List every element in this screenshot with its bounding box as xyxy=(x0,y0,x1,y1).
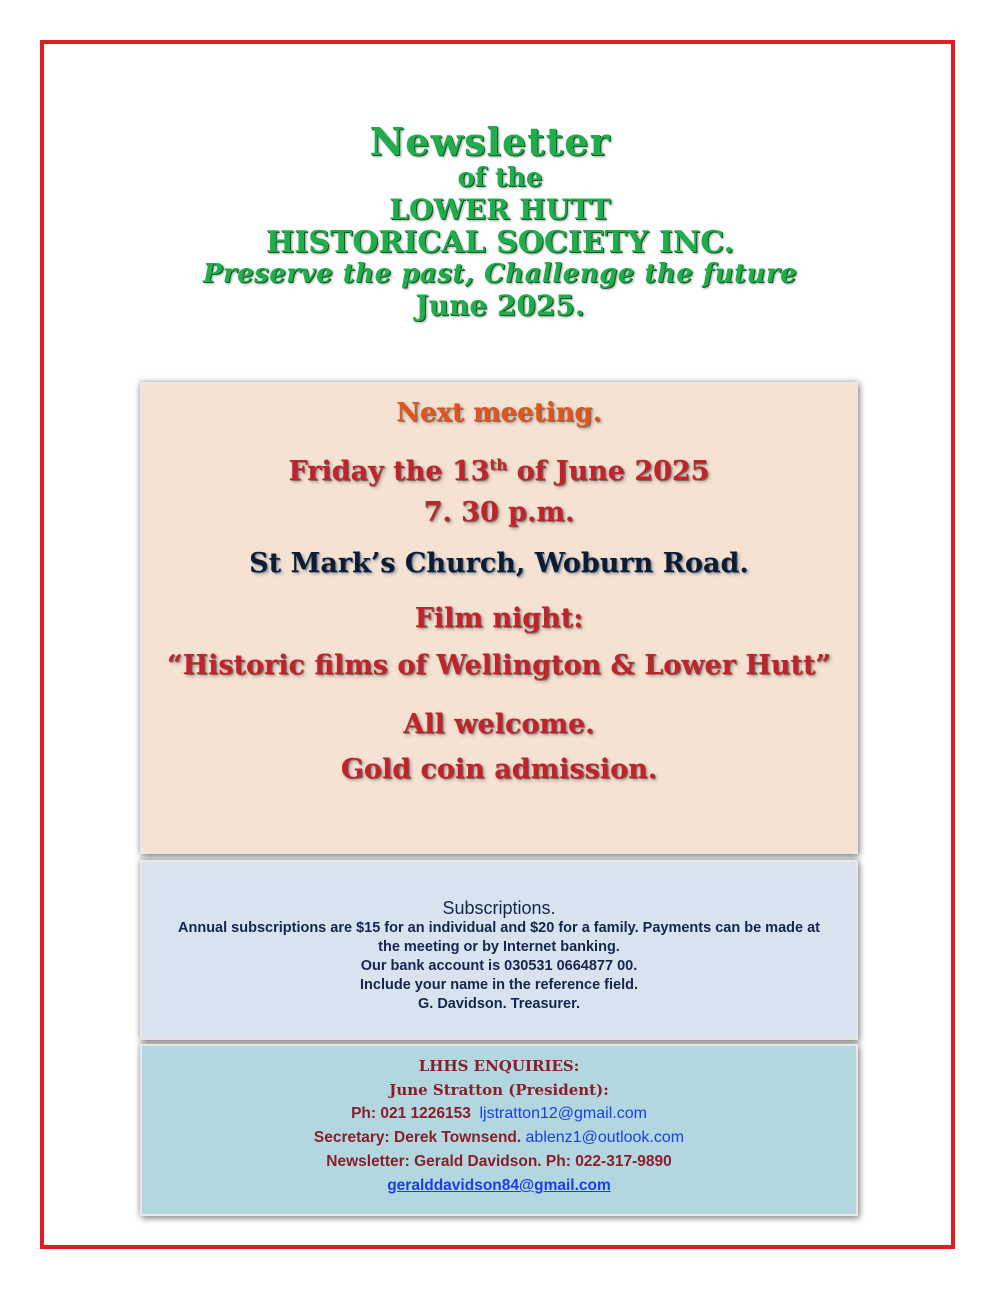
enquiries-secretary xyxy=(142,1126,856,1150)
subscriptions-bank-account: Our bank account is 030531 0664877 00. xyxy=(360,958,638,974)
secretary-name: Secretary: Derek Townsend. xyxy=(313,1129,522,1146)
film-title: “Historic films of Wellington & Lower Hutt” xyxy=(167,650,831,681)
enquiries-president: June Stratton (President): xyxy=(389,1081,609,1099)
secretary-email-link[interactable]: ablenz1@outlook.com xyxy=(525,1129,685,1146)
meeting-welcome: All welcome. xyxy=(403,709,595,740)
subscriptions-title-dot: . xyxy=(550,898,556,918)
subscriptions-title xyxy=(142,898,856,919)
meeting-venue: St Mark’s Church, Woburn Road. xyxy=(249,548,749,579)
president-email-link[interactable]: ljstratton12@gmail.com xyxy=(479,1105,647,1122)
president-phone: Ph: 021 1226153 xyxy=(351,1105,471,1122)
subscriptions-title-text: Subscriptions xyxy=(442,898,551,918)
enquiries-box xyxy=(140,1044,858,1216)
enquiries-newsletter: Newsletter: Gerald Davidson. Ph: 022-317-9890 xyxy=(326,1153,672,1170)
header-of-the: of the xyxy=(457,162,543,193)
meeting-heading: Next meeting. xyxy=(396,398,602,428)
newsletter-header xyxy=(40,120,960,322)
meeting-time: 7. 30 p.m. xyxy=(423,497,575,528)
newsletter-email-link[interactable]: geralddavidson84@gmail.com xyxy=(387,1177,611,1194)
next-meeting-box xyxy=(140,382,858,854)
meeting-admission: Gold coin admission. xyxy=(340,754,658,785)
meeting-date-prefix: Friday the 13 xyxy=(288,456,490,487)
subscriptions-reference: Include your name in the reference field. xyxy=(360,977,638,993)
header-society-name-1: LOWER HUTT xyxy=(389,192,611,226)
header-society-name-2: HISTORICAL SOCIETY INC. xyxy=(265,224,735,260)
enquiries-president-contact xyxy=(142,1102,856,1126)
subscriptions-treasurer: G. Davidson. Treasurer. xyxy=(418,996,580,1012)
meeting-date-sup: th xyxy=(489,456,508,474)
enquiries-newsletter-email xyxy=(142,1174,856,1198)
meeting-date-suffix: of June 2025 xyxy=(507,456,710,487)
header-issue-date: June 2025. xyxy=(415,289,585,323)
header-title: Newsletter xyxy=(369,119,611,164)
meeting-date xyxy=(142,456,856,487)
subscriptions-box xyxy=(140,860,858,1040)
film-night-label: Film night: xyxy=(414,603,584,634)
subscriptions-rates: Annual subscriptions are $15 for an individual and $20 for a family. Payments can be made at the meeting or by Internet banking. xyxy=(178,920,820,955)
enquiries-heading: LHHS ENQUIRIES: xyxy=(418,1057,580,1075)
header-tagline: Preserve the past, Challenge the future xyxy=(202,259,798,290)
